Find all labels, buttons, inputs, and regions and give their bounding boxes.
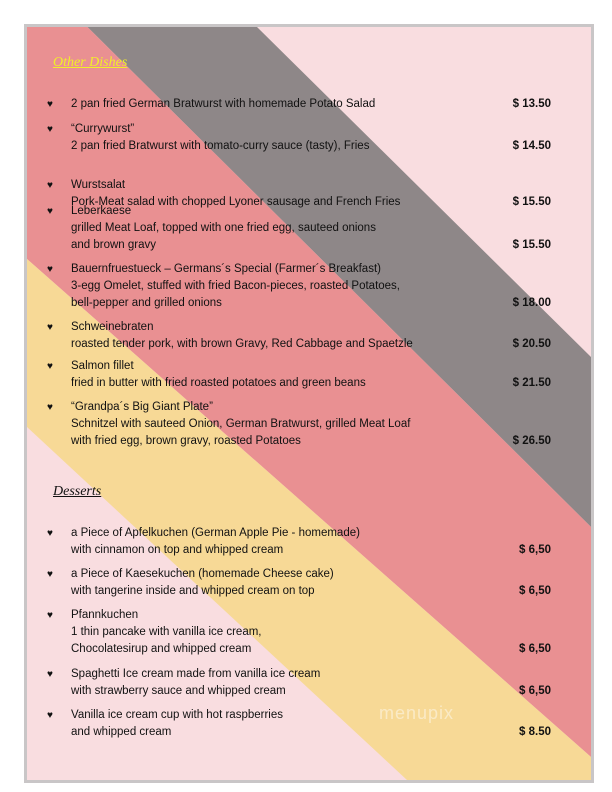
item-name: a Piece of Kaesekuchen (homemade Cheese cake)	[71, 568, 334, 580]
item-description: roasted tender pork, with brown Gravy, Red Cabbage and Spaetzle	[71, 338, 413, 350]
watermark: menupix	[379, 703, 455, 723]
item-name: Pfannkuchen	[71, 609, 139, 621]
desserts-heading: Desserts	[53, 484, 102, 499]
item-description: Chocolatesirup and whipped cream	[71, 643, 252, 655]
heart-bullet-icon: ♥	[47, 361, 53, 372]
item-description: 3-egg Omelet, stuffed with fried Bacon-pieces, roasted Potatoes,	[71, 280, 400, 292]
menu-item	[47, 96, 571, 113]
item-price: $ 8.50	[519, 726, 551, 738]
item-description: Pork-Meat salad with chopped Lyoner sausage and French Fries	[71, 196, 401, 208]
item-name: Bauernfruestueck – Germans´s Special (Farmer´s Breakfast)	[71, 263, 381, 275]
item-name: Leberkaese	[71, 205, 132, 217]
menu-item	[47, 707, 571, 741]
item-description: with strawberry sauce and whipped cream	[71, 685, 286, 697]
menu-page	[24, 24, 594, 783]
item-name: Wurstsalat	[71, 179, 126, 191]
item-name: “Currywurst”	[71, 123, 135, 135]
item-description: with cinnamon on top and whipped cream	[71, 544, 284, 556]
item-price: $ 18.00	[512, 297, 551, 309]
item-price: $ 13.50	[512, 98, 551, 110]
item-description: with fried egg, brown gravy, roasted Potatoes	[71, 435, 301, 447]
item-name: Salmon fillet	[71, 360, 134, 372]
item-description: 1 thin pancake with vanilla ice cream,	[71, 626, 262, 638]
item-price: $ 6,50	[519, 643, 551, 655]
heart-bullet-icon: ♥	[47, 99, 53, 110]
item-description: fried in butter with fried roasted potatoes and green beans	[71, 377, 366, 389]
heart-bullet-icon: ♥	[47, 610, 53, 621]
heart-bullet-icon: ♥	[47, 322, 53, 333]
heart-bullet-icon: ♥	[47, 402, 53, 413]
heart-bullet-icon: ♥	[47, 669, 53, 680]
menu-item	[47, 261, 571, 312]
other-dishes-heading: Other Dishes	[53, 55, 128, 70]
menu-item	[47, 607, 571, 658]
item-price: $ 6,50	[519, 685, 551, 697]
heart-bullet-icon: ♥	[47, 264, 53, 275]
menu-item	[47, 203, 571, 254]
item-price: $ 26.50	[512, 435, 551, 447]
menu-item	[47, 121, 571, 155]
menu-item	[47, 666, 571, 700]
item-description: 2 pan fried Bratwurst with tomato-curry sauce (tasty), Fries	[71, 140, 370, 152]
heart-bullet-icon: ♥	[47, 569, 53, 580]
menu-item	[47, 525, 571, 559]
heart-bullet-icon: ♥	[47, 124, 53, 135]
item-description: and whipped cream	[71, 726, 172, 738]
menu-item	[47, 358, 571, 392]
item-name: Schweinebraten	[71, 321, 154, 333]
item-price: $ 14.50	[512, 140, 551, 152]
item-price: $ 6,50	[519, 585, 551, 597]
item-description: and brown gravy	[71, 239, 157, 251]
item-price: $ 6,50	[519, 544, 551, 556]
item-description: grilled Meat Loaf, topped with one fried egg, sauteed onions	[71, 222, 376, 234]
item-description: bell-pepper and grilled onions	[71, 297, 222, 309]
item-price: $ 15.50	[512, 196, 551, 208]
item-price: $ 20.50	[512, 338, 551, 350]
item-name: Spaghetti Ice cream made from vanilla ice cream	[71, 668, 321, 680]
item-name: Vanilla ice cream cup with hot raspberries	[71, 709, 283, 721]
heart-bullet-icon: ♥	[47, 528, 53, 539]
item-price: $ 15.50	[512, 239, 551, 251]
heart-bullet-icon: ♥	[47, 710, 53, 721]
item-name: “Grandpa´s Big Giant Plate”	[71, 401, 213, 413]
menu-item	[47, 566, 571, 600]
menu-item	[47, 399, 571, 450]
item-name: a Piece of Apfelkuchen (German Apple Pie - homemade)	[71, 527, 360, 539]
item-description: with tangerine inside and whipped cream on top	[71, 585, 315, 597]
item-price: $ 21.50	[512, 377, 551, 389]
item-name: 2 pan fried German Bratwurst with homemade Potato Salad	[71, 98, 376, 110]
heart-bullet-icon: ♥	[47, 206, 53, 217]
menu-item	[47, 319, 571, 353]
item-description: Schnitzel with sauteed Onion, German Bratwurst, grilled Meat Loaf	[71, 418, 411, 430]
heart-bullet-icon: ♥	[47, 180, 53, 191]
